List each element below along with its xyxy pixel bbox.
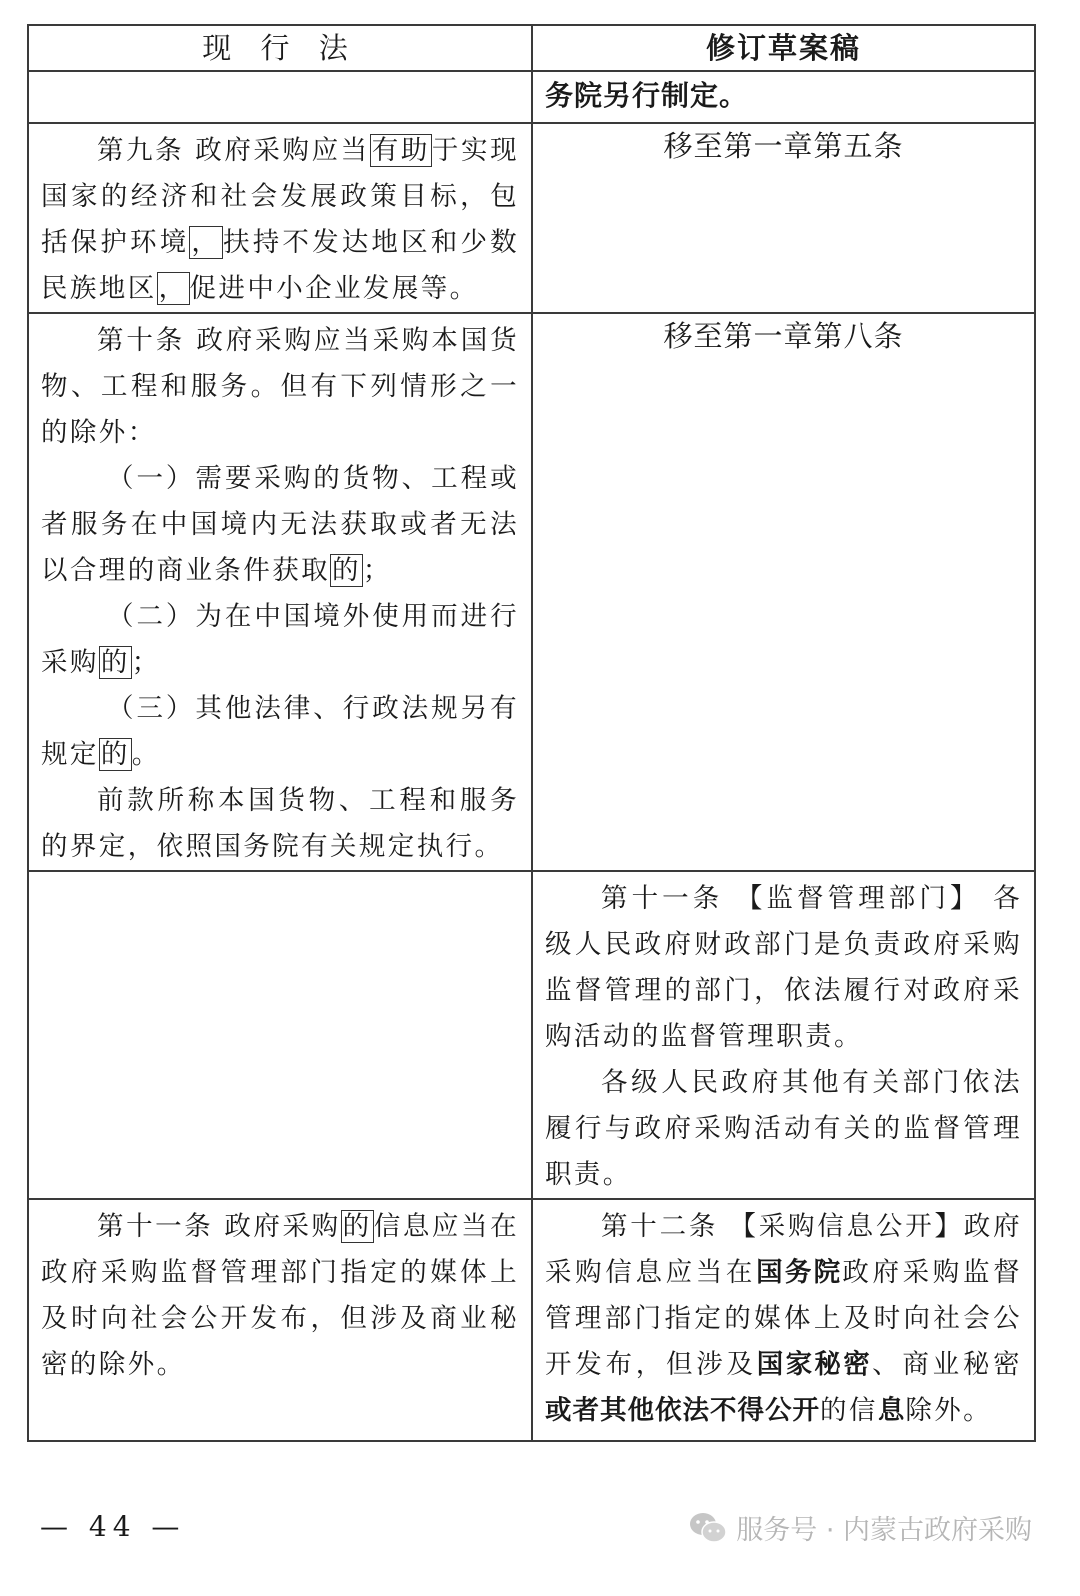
text-run: （二）为在中国境外使用而进行采购 [41,601,519,678]
comparison-table [27,24,1036,1442]
article-11-text [41,1204,519,1388]
text-run: 于实现国家的经济和社会发展政策目标，包括保护环境 [41,135,519,258]
boxed-text: ， [191,227,222,258]
boxed-text: 有助 [371,135,430,166]
continuation-text: 务院另行制定。 [545,79,749,112]
boxed-text: 的 [100,647,130,678]
article-10-intro: 第十条 政府采购应当采购本国货物、工程和服务。但有下列情形之一的除外： [41,325,519,448]
bold-text: 或者其他依法不得公开 [545,1395,820,1426]
cell-article-11 [28,1199,532,1441]
text-run: 扶持不发达地区和少数民族地区 [41,227,520,304]
draft-article-12-text [545,1204,1022,1434]
draft-article-11-p1: 第十一条 【监督管理部门】 各级人民政府财政部门是负责政府采购监督管理的部门，依法履行对政府采购活动的监督管理职责。 [545,883,1022,1052]
article-10-item-2 [41,594,519,686]
text-run: 、商业秘密 [872,1349,1023,1380]
text-run: ； [131,647,161,678]
cell-draft-article-12 [532,1199,1035,1441]
table-row [28,71,1035,123]
text-run: 促进中小企业发展等。 [189,273,479,304]
bold-text: 国务院 [756,1257,843,1288]
cell-continuation [532,71,1035,123]
text-run: （三）其他法律、行政法规另有规定 [41,693,519,770]
cell-empty [28,871,532,1199]
table-row [28,313,1035,871]
table-row [28,123,1035,313]
watermark [688,1508,1032,1547]
article-10-item-3 [41,686,519,778]
text-run: 第十一条 政府采购 [97,1211,341,1242]
boxed-text: 的 [342,1211,372,1242]
cell-article-9 [28,123,532,313]
text-run: ； [362,555,392,586]
bold-text: 国家秘密 [756,1349,873,1380]
text-run: （一）需要采购的货物、工程或者服务在中国境内无法获取或者无法以合理的商业条件获取 [41,463,519,586]
bold-text: 息 [877,1395,906,1426]
table-row [28,1199,1035,1441]
watermark-text: 服务号 · 内蒙古政府采购 [736,1515,1032,1546]
text-run: 政府采购监督管理部门指定的媒体上及时向社会公开发布，但涉及 [545,1257,1023,1380]
moved-note: 移至第一章第五条 [532,123,1035,313]
article-9-text [41,128,519,312]
cell-draft-article-11 [532,871,1035,1199]
page-number: — 44 — [40,1510,186,1543]
cell-empty [28,71,532,123]
text-run: 。 [131,739,161,770]
text-run: 除外。 [905,1395,993,1426]
cell-article-10 [28,313,532,871]
boxed-text: ， [158,273,188,304]
boxed-text: 的 [100,739,130,770]
table-row [28,871,1035,1199]
draft-article-11-p2: 各级人民政府其他有关部门依法履行与政府采购活动有关的监督管理职责。 [545,1067,1022,1190]
text-run: 信息应当在政府采购监督管理部门指定的媒体上及时向社会公开发布，但涉及商业秘密的除外。 [41,1211,519,1380]
wechat-icon [688,1511,728,1545]
header-current-law: 现 行 法 [28,25,532,71]
boxed-text: 的 [332,555,361,586]
article-10-item-1 [41,456,519,594]
article-10-closing: 前款所称本国货物、工程和服务的界定，依照国务院有关规定执行。 [41,785,519,862]
text-run: 第十二条 【采购信息公开】政府采购信息应当在 [545,1211,1022,1288]
text-run: 的信 [820,1395,878,1426]
header-revised-draft: 修订草案稿 [532,25,1035,71]
header-row [28,25,1035,71]
moved-note: 移至第一章第八条 [532,313,1035,871]
text-run: 第九条 政府采购应当 [97,135,370,166]
